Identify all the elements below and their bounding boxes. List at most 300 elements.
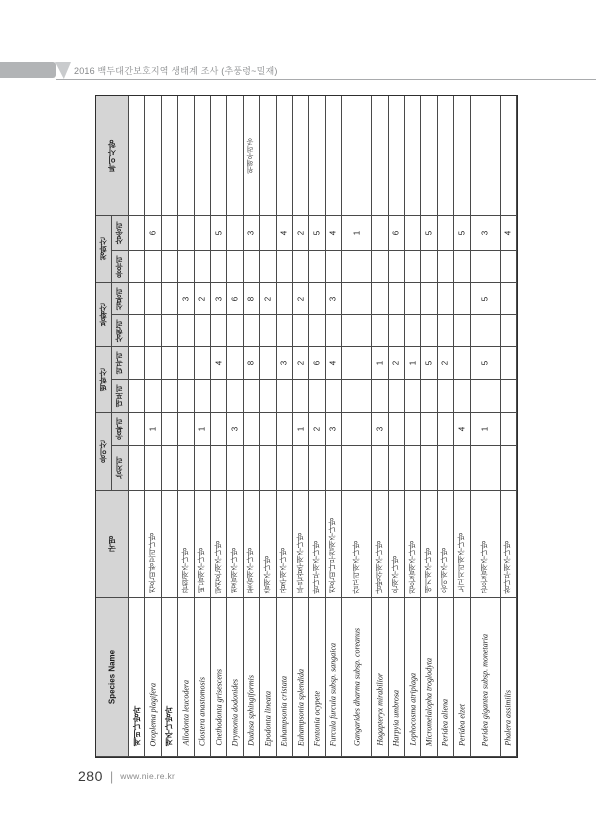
korean-name-cell	[309, 491, 325, 598]
count-cell	[326, 347, 342, 380]
korean-name-cell	[438, 491, 454, 598]
count-cell	[309, 216, 325, 251]
count-cell	[342, 251, 372, 283]
count-value: 5	[480, 296, 490, 301]
count-cell	[438, 446, 454, 491]
korean-name-text: 노고지리재주나방	[456, 533, 466, 593]
count-cell	[178, 216, 194, 251]
count-value: 1	[197, 426, 207, 432]
count-cell	[293, 251, 309, 283]
count-cell	[372, 347, 388, 380]
count-value: 8	[246, 360, 256, 366]
banner-chevron-icon	[55, 62, 71, 79]
count-cell	[309, 446, 325, 491]
korean-name-cell	[454, 491, 470, 598]
count-cell	[389, 446, 405, 491]
count-cell	[129, 216, 145, 251]
count-cell	[438, 251, 454, 283]
species-name-cell	[227, 598, 243, 757]
species-survey-table	[95, 95, 518, 758]
count-value: 8	[246, 296, 256, 301]
count-value: 1	[408, 360, 418, 366]
count-value: 2	[296, 230, 306, 236]
site-label: 덕곡리	[114, 351, 124, 375]
site-row-header	[112, 347, 129, 380]
count-cell	[389, 315, 405, 347]
notes-cell	[129, 96, 145, 216]
count-cell	[277, 315, 293, 347]
notes-cell	[405, 96, 421, 216]
count-cell	[471, 347, 501, 380]
count-value: 3	[328, 296, 338, 301]
count-value: 1	[480, 426, 490, 432]
species-name-cell	[372, 598, 388, 757]
species-name-text: Gangarides dharma subsp. coreanus	[352, 628, 362, 746]
count-value: 5	[312, 230, 322, 236]
count-cell	[145, 380, 161, 413]
count-cell	[372, 315, 388, 347]
korean-name-cell	[178, 491, 194, 598]
count-cell	[501, 315, 517, 347]
count-value: 3	[480, 230, 490, 236]
species-name-cell	[309, 598, 325, 757]
count-cell	[421, 216, 437, 251]
count-value: 1	[148, 426, 158, 432]
korean-name-cell	[421, 491, 437, 598]
notes-cell	[501, 96, 517, 216]
count-value: 3	[230, 426, 240, 432]
count-cell	[162, 413, 178, 446]
species-name-cell	[471, 598, 501, 757]
count-cell	[145, 216, 161, 251]
count-cell	[145, 446, 161, 491]
count-cell	[162, 380, 178, 413]
count-cell	[260, 315, 276, 347]
notes-cell	[211, 96, 227, 216]
count-value: 6	[312, 360, 322, 366]
korean-name-cell	[277, 491, 293, 598]
site-label: 웅북리	[114, 417, 124, 441]
count-cell	[145, 315, 161, 347]
count-cell	[244, 380, 260, 413]
site-row-header	[112, 446, 129, 491]
count-cell	[178, 446, 194, 491]
count-cell	[260, 251, 276, 283]
count-cell	[211, 413, 227, 446]
notes-cell	[342, 96, 372, 216]
count-cell	[326, 283, 342, 315]
site-row-header	[112, 251, 129, 283]
mountain-group-label: 백학산	[98, 368, 108, 391]
count-value: 4	[328, 360, 338, 366]
count-value: 3	[375, 426, 385, 432]
species-name-text: Clostera anastomosis	[197, 676, 207, 746]
count-cell	[405, 283, 421, 315]
mountain-group-label: 청화산	[98, 237, 108, 261]
count-cell	[227, 216, 243, 251]
count-cell	[389, 283, 405, 315]
site-label: 용유리	[114, 255, 124, 278]
notes-header-label: 특이사항	[107, 139, 117, 172]
species-name-cell	[501, 598, 517, 757]
korean-name-cell	[326, 491, 342, 598]
count-value: 3	[181, 296, 191, 301]
notes-cell	[438, 96, 454, 216]
notes-cell	[471, 96, 501, 216]
notes-cell	[309, 96, 325, 216]
notes-cell	[277, 96, 293, 216]
species-name-text: Micromelalopha troglodyta	[424, 657, 434, 746]
count-cell	[277, 446, 293, 491]
korean-name-cell	[195, 491, 211, 598]
count-cell	[260, 283, 276, 315]
count-cell	[195, 283, 211, 315]
korean-name-cell	[405, 491, 421, 598]
mountain-group-label: 봉황산	[98, 303, 108, 326]
count-cell	[211, 446, 227, 491]
count-cell	[293, 216, 309, 251]
count-cell	[438, 315, 454, 347]
site-label: 능치리	[114, 456, 124, 480]
count-cell	[454, 283, 470, 315]
count-cell	[501, 413, 517, 446]
species-name-cell	[342, 598, 372, 757]
count-cell	[195, 446, 211, 491]
korean-name-cell	[162, 491, 178, 598]
count-cell	[293, 380, 309, 413]
count-cell	[129, 413, 145, 446]
count-value: 2	[197, 296, 207, 301]
count-cell	[342, 283, 372, 315]
count-cell	[421, 380, 437, 413]
korean-name-cell	[260, 491, 276, 598]
species-name-text: Euhampsonia cristata	[279, 675, 289, 746]
col-header-notes	[96, 96, 129, 216]
count-cell	[471, 251, 501, 283]
korean-name-text: 은재주나방	[390, 555, 400, 593]
korean-name-cell	[389, 491, 405, 598]
korean-name-text: 곱추재주나방	[278, 548, 288, 593]
species-name-text: Drymonia dodonides	[230, 678, 240, 746]
count-cell	[178, 413, 194, 446]
site-label: 상현리	[114, 319, 124, 342]
count-cell	[227, 283, 243, 315]
count-cell	[129, 315, 145, 347]
count-cell	[277, 380, 293, 413]
species-name-text: Allodonta leucodera	[181, 680, 191, 746]
site-label: 대포리	[114, 384, 124, 408]
count-cell	[227, 380, 243, 413]
count-cell	[260, 216, 276, 251]
count-cell	[342, 216, 372, 251]
count-cell	[405, 216, 421, 251]
count-cell	[195, 315, 211, 347]
species-name-cell	[326, 598, 342, 757]
report-header-title: 2016 백두대간보호지역 생태계 조사 (추풍령~밀재)	[74, 66, 278, 76]
count-cell	[372, 283, 388, 315]
footer-separator: |	[109, 768, 114, 784]
korean-name-cell	[372, 491, 388, 598]
korean-name-text: 꽃술재주나방	[246, 548, 256, 593]
species-name-cell	[178, 598, 194, 757]
count-cell	[244, 446, 260, 491]
species-name-cell	[195, 598, 211, 757]
korean-name-text: 검은띠쌍꼬리나방	[147, 533, 157, 593]
species-name-cell	[162, 598, 178, 757]
count-cell	[277, 413, 293, 446]
korean-name-text: 옹이재주나방	[440, 548, 450, 593]
korean-name-cell	[227, 491, 243, 598]
korean-name-text: 밤나무재주나방	[311, 540, 321, 593]
count-cell	[244, 251, 260, 283]
count-cell	[326, 251, 342, 283]
count-cell	[162, 251, 178, 283]
count-cell	[309, 380, 325, 413]
mountain-group-label: 용이산	[98, 440, 108, 463]
korean-name-cell	[471, 491, 501, 598]
count-cell	[195, 413, 211, 446]
count-cell	[260, 347, 276, 380]
count-value: 5	[424, 360, 434, 366]
count-cell	[501, 251, 517, 283]
count-cell	[211, 347, 227, 380]
species-name-header-label: Species Name	[107, 649, 117, 705]
count-cell	[211, 283, 227, 315]
count-cell	[372, 251, 388, 283]
korean-name-cell	[342, 491, 372, 598]
count-cell	[405, 315, 421, 347]
korean-name-text: 참나무재주나방	[502, 540, 512, 593]
site-row-header	[112, 380, 129, 413]
species-name-text: Euhampsonia splendida	[296, 668, 306, 746]
count-cell	[501, 283, 517, 315]
col-header-korean-name	[96, 491, 129, 598]
banner-bar	[0, 62, 56, 78]
count-cell	[421, 347, 437, 380]
notes-cell	[389, 96, 405, 216]
notes-cell	[326, 96, 342, 216]
count-cell	[145, 283, 161, 315]
count-cell	[342, 380, 372, 413]
count-value: 3	[246, 230, 256, 236]
korean-name-text: 푸른곱추재주나방	[295, 533, 305, 593]
count-cell	[277, 216, 293, 251]
count-cell	[389, 413, 405, 446]
count-value: 1	[296, 426, 306, 432]
count-value: 5	[214, 230, 224, 236]
count-cell	[244, 413, 260, 446]
notes-cell	[145, 96, 161, 216]
footer-site-url: www.nie.re.kr	[120, 771, 176, 781]
notes-cell	[454, 96, 470, 216]
species-name-cell	[389, 598, 405, 757]
korean-name-cell	[129, 491, 145, 598]
korean-name-text: 끝흰재주나방	[180, 548, 190, 593]
site-row-header	[112, 283, 129, 315]
count-cell	[326, 380, 342, 413]
count-cell	[421, 446, 437, 491]
count-cell	[421, 251, 437, 283]
site-row-header	[112, 413, 129, 446]
count-cell	[471, 216, 501, 251]
count-cell	[389, 347, 405, 380]
species-name-text: Cnethodonta grisescens	[214, 669, 224, 746]
count-value: 5	[457, 230, 467, 236]
count-cell	[372, 413, 388, 446]
count-cell	[195, 251, 211, 283]
count-value: 3	[328, 426, 338, 432]
count-cell	[260, 446, 276, 491]
count-cell	[438, 413, 454, 446]
species-name-text: Harpyia umbrosa	[391, 689, 401, 746]
count-cell	[277, 347, 293, 380]
species-name-text: Epodonta lineata	[263, 690, 273, 746]
count-cell	[326, 413, 342, 446]
count-cell	[421, 315, 437, 347]
mountain-group-header	[96, 216, 112, 283]
species-name-text: Oroplema plagifera	[148, 682, 158, 746]
count-cell	[195, 380, 211, 413]
count-value: 2	[263, 296, 273, 301]
species-name-text: Dudusa sphingiformis	[246, 675, 256, 746]
count-cell	[211, 380, 227, 413]
count-cell	[162, 347, 178, 380]
notes-cell	[162, 96, 178, 216]
page-footer	[78, 768, 175, 784]
count-cell	[454, 347, 470, 380]
count-cell	[178, 251, 194, 283]
species-name-text: Lophocosma atriplaga	[408, 673, 418, 746]
count-cell	[342, 413, 372, 446]
notes-cell	[421, 96, 437, 216]
count-value: 4	[279, 230, 289, 236]
count-cell	[372, 216, 388, 251]
species-name-cell	[145, 598, 161, 757]
col-header-species-name	[96, 598, 129, 757]
count-value: 2	[391, 360, 401, 366]
species-name-cell	[293, 598, 309, 757]
korean-name-text: 곧은줄재주나방	[479, 540, 489, 593]
count-cell	[342, 446, 372, 491]
count-cell	[227, 315, 243, 347]
count-cell	[129, 283, 145, 315]
count-cell	[244, 315, 260, 347]
count-cell	[471, 315, 501, 347]
count-cell	[309, 251, 325, 283]
korean-name-text: 남방쉬재주나방	[374, 540, 384, 593]
count-cell	[438, 283, 454, 315]
count-value: 4	[328, 230, 338, 236]
site-row-header	[112, 216, 129, 251]
korean-name-text: 검은줄재주나방	[407, 540, 417, 593]
count-cell	[501, 216, 517, 251]
species-name-cell	[129, 598, 145, 757]
count-cell	[178, 283, 194, 315]
count-cell	[389, 216, 405, 251]
korean-name-text: 갈고리재주나방	[351, 540, 361, 593]
species-name-text: Phalera assimilis	[503, 690, 513, 746]
banner-rule	[56, 79, 596, 80]
count-cell	[227, 347, 243, 380]
species-name-text: Hagapteryx mirabilior	[375, 673, 385, 746]
count-cell	[293, 283, 309, 315]
korean-name-text: 점줄재주나방	[229, 548, 239, 593]
count-cell	[342, 347, 372, 380]
count-cell	[309, 347, 325, 380]
count-value: 4	[214, 360, 224, 366]
notes-cell	[260, 96, 276, 216]
korean-name-text: 버들재주나방	[196, 548, 206, 593]
count-cell	[454, 380, 470, 413]
count-cell	[454, 315, 470, 347]
species-name-text: Furcula furcula subsp. sangaica	[328, 642, 338, 746]
count-value: 6	[391, 230, 401, 236]
count-cell	[372, 446, 388, 491]
count-cell	[178, 380, 194, 413]
count-value: 5	[424, 230, 434, 236]
count-cell	[326, 315, 342, 347]
count-value: 5	[480, 360, 490, 366]
count-cell	[501, 347, 517, 380]
count-cell	[438, 216, 454, 251]
species-name-cell	[438, 598, 454, 757]
page-number: 280	[78, 768, 103, 784]
count-cell	[438, 347, 454, 380]
count-cell	[129, 251, 145, 283]
count-cell	[454, 251, 470, 283]
notes-cell	[293, 96, 309, 216]
count-cell	[211, 315, 227, 347]
count-cell	[244, 347, 260, 380]
count-cell	[162, 315, 178, 347]
count-value: 6	[148, 230, 158, 236]
count-cell	[277, 283, 293, 315]
korean-name-cell	[145, 491, 161, 598]
species-name-text: Peridea aliena	[440, 698, 450, 746]
notes-cell	[178, 96, 194, 216]
site-label: 심봉리	[114, 287, 124, 310]
count-cell	[227, 251, 243, 283]
count-value: 2	[296, 296, 306, 301]
count-cell	[326, 446, 342, 491]
count-cell	[309, 315, 325, 347]
count-value: 6	[230, 296, 240, 301]
korean-name-text: 뒷검은재주나방	[213, 540, 223, 593]
count-cell	[389, 251, 405, 283]
count-cell	[129, 347, 145, 380]
count-value: 4	[503, 230, 513, 236]
korean-name-cell	[501, 491, 517, 598]
count-cell	[438, 380, 454, 413]
count-cell	[227, 446, 243, 491]
notes-cell	[195, 96, 211, 216]
count-value: 4	[457, 426, 467, 432]
count-cell	[129, 446, 145, 491]
site-row-header	[112, 315, 129, 347]
count-cell	[309, 413, 325, 446]
count-cell	[277, 251, 293, 283]
count-value: 1	[352, 230, 362, 236]
count-cell	[421, 413, 437, 446]
species-name-cell	[405, 598, 421, 757]
count-cell	[405, 347, 421, 380]
count-cell	[501, 446, 517, 491]
count-cell	[162, 283, 178, 315]
count-cell	[389, 380, 405, 413]
count-value: 2	[440, 360, 450, 366]
korean-name-cell	[211, 491, 227, 598]
species-name-cell	[454, 598, 470, 757]
